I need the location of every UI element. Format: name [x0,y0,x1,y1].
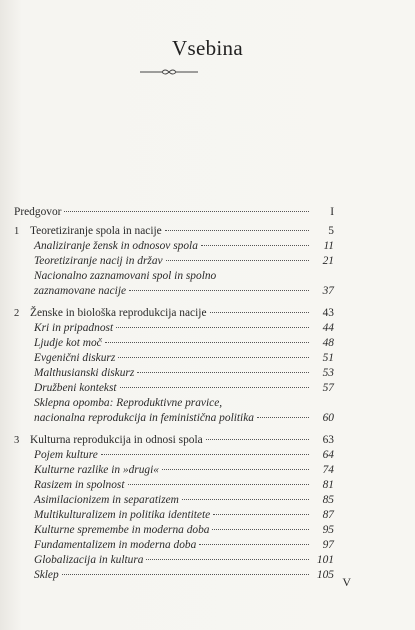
toc-page-number: 51 [322,352,334,364]
toc-entry-row[interactable] [34,568,334,583]
toc-entry-row[interactable] [34,239,334,254]
toc-entry-label: Pojem kulture [34,449,98,461]
leader-dots [116,326,309,328]
toc-page-number: 53 [322,367,334,379]
toc-page-number: 87 [322,509,334,521]
toc-entry-label: Teoretiziranje nacij in držav [34,255,163,267]
toc-page-number: 21 [322,255,334,267]
toc-page-number: 97 [322,539,334,551]
toc-entry-label: Kulturne razlike in »drugi« [34,464,159,476]
leader-dots [206,438,309,440]
toc-entry-label: Kulturne spremembe in moderna doba [34,524,210,536]
toc-page-number: 11 [323,240,334,252]
toc-entry-row[interactable] [34,463,334,478]
chapter-number: 2 [14,308,20,319]
leader-dots [166,259,309,261]
leader-dots [137,371,309,373]
toc-entry-row[interactable] [34,493,334,508]
chapter-title: Teoretiziranje spola in nacije [30,225,162,237]
toc-entry-label: Globalizacija in kultura [34,554,144,566]
toc-entry-row[interactable] [34,523,334,538]
toc-chapter-row[interactable] [14,224,334,239]
toc-entry-label: Kri in pripadnost [34,322,114,334]
leader-dots [101,453,309,455]
toc-entry-label: nacionalna reprodukcija in feministična politika [34,412,254,424]
leader-dots [146,558,309,560]
toc-page-number: 95 [322,524,334,536]
leader-dots [182,498,309,500]
leader-dots [199,543,309,545]
leader-dots [105,341,309,343]
toc-page-number: 101 [316,554,334,566]
toc-entry-row[interactable] [34,553,334,568]
toc-entry-row[interactable] [34,381,334,396]
toc-page-number: 85 [322,494,334,506]
leader-dots [128,483,310,485]
chapter-number: 1 [14,226,20,237]
toc-entry-label: zaznamovane nacije [34,285,127,297]
toc-page-number: 81 [322,479,334,491]
chapter-number: 3 [14,435,20,446]
leader-dots [257,416,309,418]
toc-entry-row[interactable] [34,508,334,523]
leader-dots [64,210,309,212]
toc-page-number: 37 [322,285,334,297]
toc-page-number: 60 [322,412,334,424]
page-folio: V [342,575,351,589]
toc-page-number: 63 [322,434,334,446]
toc-preface-label: Predgovor [14,206,62,218]
toc-entry-label: Multikulturalizem in politika identitete [34,509,211,521]
toc-entry-label: Evgenični diskurz [34,352,116,364]
chapter-title: Kulturna reprodukcija in odnosi spola [30,434,203,446]
toc-page-number: 5 [328,225,334,237]
toc-entry-row[interactable] [34,254,334,269]
toc-page-number: 57 [322,382,334,394]
leader-dots [212,528,309,530]
toc-preface-row[interactable] [14,205,334,220]
toc-chapter-row[interactable] [14,306,334,321]
leader-dots [62,573,309,575]
toc-entry-row[interactable] [34,448,334,463]
leader-dots [129,289,309,291]
leader-dots [201,244,309,246]
toc-entry-row[interactable] [34,411,334,426]
toc-entry-row[interactable] [34,321,334,336]
toc-entry-label: Ljudje kot moč [34,337,102,349]
leader-dots [165,229,309,231]
toc-page-number: 43 [322,307,334,319]
toc-entry-label: Analiziranje žensk in odnosov spola [34,240,198,252]
toc-entry-label: Sklep [34,569,59,581]
toc-page-number: 105 [316,569,334,581]
toc-entry-row[interactable] [34,538,334,553]
leader-dots [162,468,309,470]
toc-page-number: 64 [322,449,334,461]
toc-page-number: 48 [322,337,334,349]
leader-dots [210,311,310,313]
toc-entry-label: Družbeni kontekst [34,382,117,394]
leader-dots [118,356,309,358]
toc-chapter-row[interactable] [14,433,334,448]
toc-page-number: 74 [322,464,334,476]
toc-entry-label-line1: Sklepna opomba: Reproduktivne pravice, [34,397,223,409]
toc-entry-row[interactable] [34,351,334,366]
toc-page-number: 44 [322,322,334,334]
chapter-title: Ženske in biološka reprodukcija nacije [30,307,207,319]
toc-entry-label: Rasizem in spolnost [34,479,125,491]
toc-entry-label-line1: Nacionalno zaznamovani spol in spolno [34,270,217,282]
toc-entry-row[interactable] [34,478,334,493]
page-title: Vsebina [172,36,243,60]
toc-entry-row[interactable] [34,336,334,351]
toc-entry-label: Malthusianski diskurz [34,367,135,379]
toc-entry-row[interactable] [34,284,334,299]
toc-entry-label: Asimilacionizem in separatizem [34,494,179,506]
leader-dots [213,513,309,515]
leader-dots [120,386,309,388]
toc-page-number: I [330,206,334,218]
toc-entry-label: Fundamentalizem in moderna doba [34,539,197,551]
toc-entry-row[interactable] [34,366,334,381]
